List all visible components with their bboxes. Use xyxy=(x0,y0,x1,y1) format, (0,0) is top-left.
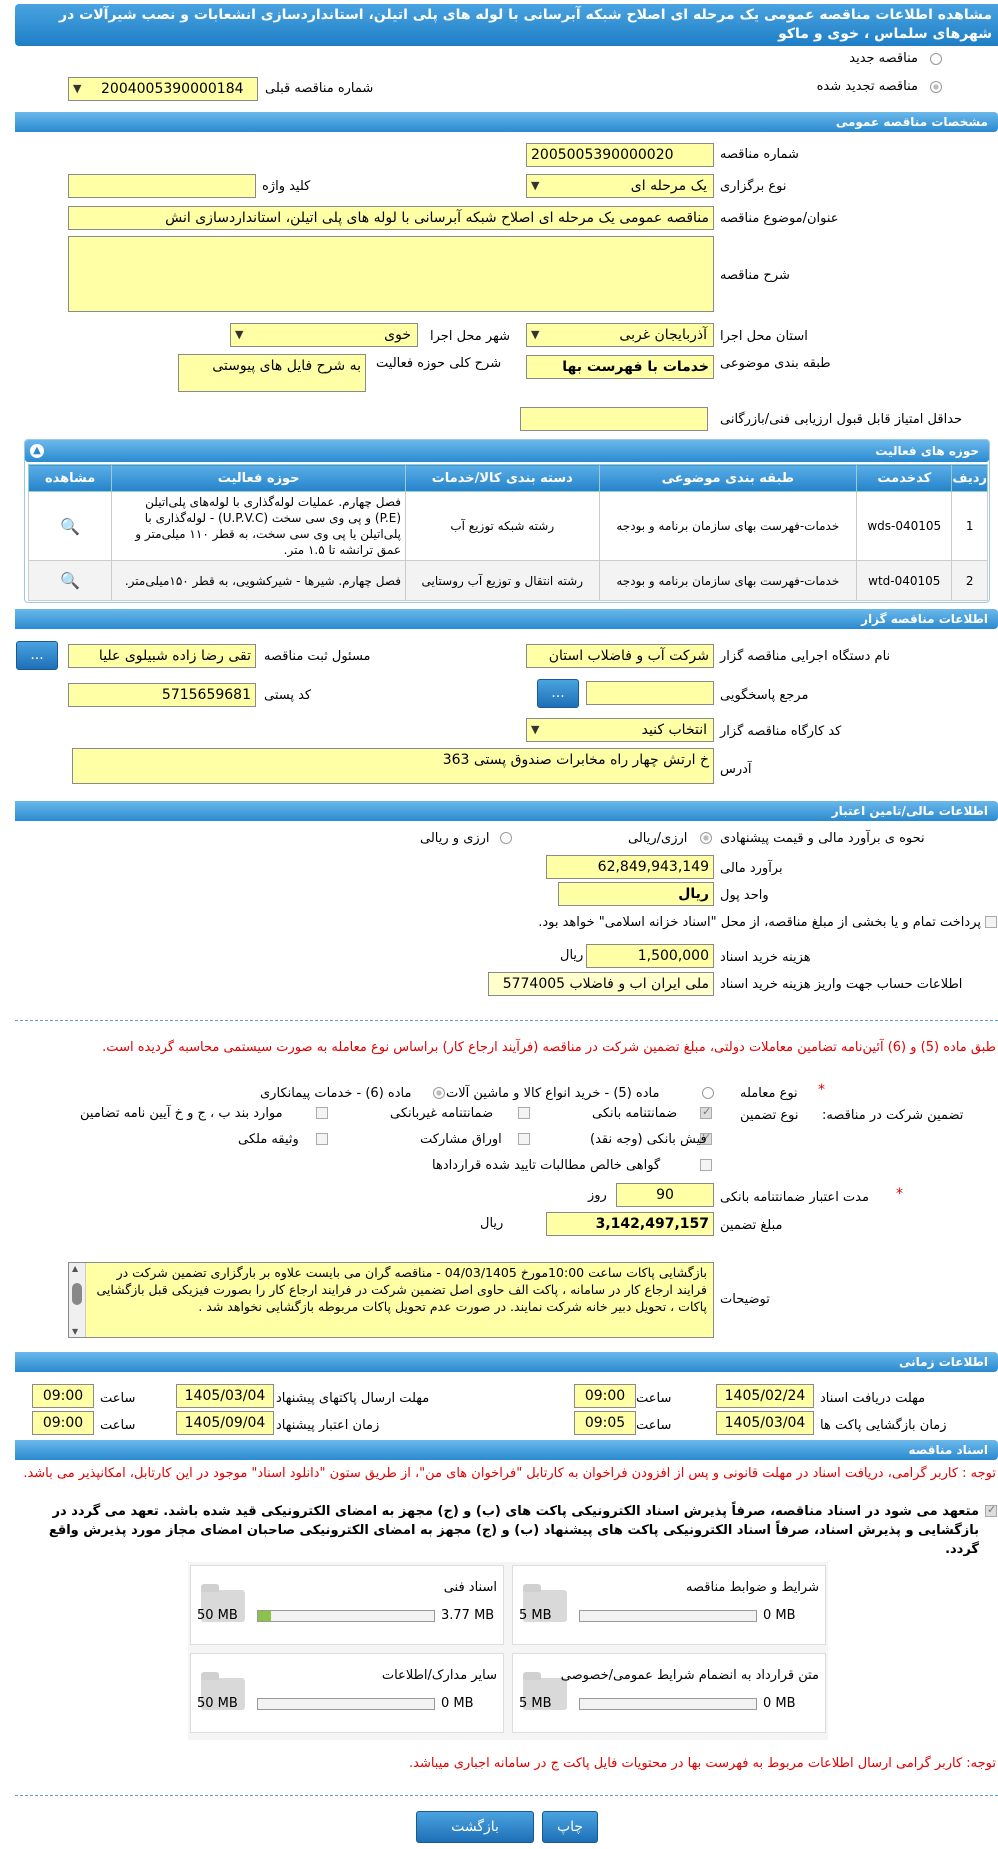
reference-lookup-button[interactable]: ... xyxy=(537,679,579,708)
notes-scrollbar[interactable] xyxy=(69,1263,86,1337)
prev-number-select[interactable]: ▼ 2004005390000184 xyxy=(68,77,258,101)
col-header-row: ردیف xyxy=(952,465,988,492)
subject-label: عنوان/موضوع مناقصه xyxy=(720,211,839,226)
deal-option1-radio[interactable] xyxy=(702,1087,714,1099)
deal-option2-radio[interactable] xyxy=(433,1087,445,1099)
subject-field[interactable]: مناقصه عمومی یک مرحله ای اصلاح شبکه آبرسانی با لوله های پلی اتیلن، استانداردسازی انش xyxy=(68,206,714,230)
cell-row: 2 xyxy=(952,561,988,601)
doc-cost-label: هزینه خرید اسناد xyxy=(720,950,811,965)
file-used: 0 MB xyxy=(441,1696,474,1711)
renewed-tender-label: مناقصه تجدید شده xyxy=(816,79,918,94)
org-label: نام دستگاه اجرایی مناقصه گزار xyxy=(720,649,891,664)
required-mark: * xyxy=(896,1186,903,1202)
section-organizer: اطلاعات مناقصه گزار xyxy=(15,609,998,629)
option-property-checkbox[interactable] xyxy=(316,1133,328,1145)
chevron-down-icon: ▼ xyxy=(531,723,540,736)
treasury-checkbox[interactable] xyxy=(985,916,997,928)
option-bonds-label: اوراق مشارکت xyxy=(420,1132,502,1147)
chevron-down-icon: ▼ xyxy=(73,82,82,95)
cell-code: wtd-040105 xyxy=(857,561,952,601)
file-max: 5 MB xyxy=(519,1608,552,1623)
scroll-down-icon[interactable]: ▼ xyxy=(72,1327,79,1336)
method-option2-label: ارزی و ریالی xyxy=(420,831,490,846)
option-nonbank-guarantee-label: ضمانتنامه غیربانکی xyxy=(390,1106,494,1121)
method-option1-radio[interactable] xyxy=(700,832,712,844)
activities-table xyxy=(28,464,988,601)
prev-number-label: شماره مناقصه قبلی xyxy=(265,81,374,96)
send-date[interactable]: 1405/03/04 xyxy=(176,1384,274,1408)
option-contract-claims-label: گواهی خالص مطالبات تایید شده قراردادها xyxy=(432,1158,661,1173)
currency-field[interactable]: ریال xyxy=(558,882,714,906)
new-tender-label: مناقصه جدید xyxy=(849,51,918,66)
new-tender-radio[interactable] xyxy=(930,53,942,65)
category-label: طبقه بندی موضوعی xyxy=(720,356,831,371)
divider xyxy=(15,1020,998,1021)
section-timing: اطلاعات زمانی xyxy=(15,1352,998,1372)
reference-field[interactable] xyxy=(586,681,714,705)
amount-unit: ریال xyxy=(480,1216,504,1231)
cell-activity: فصل چهارم. شیرها - شیرکشویی، به قطر ۱۵۰میلی‌متر. xyxy=(112,561,406,601)
registrar-field[interactable]: تقی رضا زاده شبیلوی علیا xyxy=(68,644,256,668)
file-box[interactable] xyxy=(190,1565,504,1645)
validity-date-label: زمان اعتبار پیشنهاد xyxy=(276,1418,380,1433)
guarantee-notice: طبق ماده (5) و (6) آئین‌نامه تضامین معاملات دولتی، مبلغ تضمین شرکت در مناقصه (فرآیند ارجاع کار) براساس نوع معامله به صورت سیستمی محاسبه گردیده است. xyxy=(102,1040,996,1055)
keyword-label: کلید واژه xyxy=(262,179,311,194)
cell-category: خدمات-فهرست بهای سازمان برنامه و بودجه xyxy=(599,492,857,561)
file-used: 0 MB xyxy=(763,1696,796,1711)
amount-label: مبلغ تضمین xyxy=(720,1218,783,1233)
participation-label: تضمین شرکت در مناقصه: xyxy=(822,1108,964,1123)
col-header-activity: حوزه فعالیت xyxy=(112,465,406,492)
city-label: شهر محل اجرا xyxy=(430,329,510,344)
chevron-down-icon: ▼ xyxy=(531,179,540,192)
section-documents: اسناد مناقصه xyxy=(15,1440,998,1460)
magnifier-icon[interactable]: 🔍 xyxy=(60,516,81,536)
file-used: 3.77 MB xyxy=(441,1608,495,1623)
cell-category: خدمات-فهرست بهای سازمان برنامه و بودجه xyxy=(599,561,857,601)
doc-cost-unit: ریال xyxy=(560,948,584,963)
file-max: 50 MB xyxy=(197,1608,238,1623)
section-general: مشخصات مناقصه عمومی xyxy=(15,112,998,132)
validity-unit: روز xyxy=(588,1188,607,1203)
required-mark: * xyxy=(818,1082,825,1098)
cell-activity: فصل چهارم. عملیات لوله‌گذاری با لوله‌های پلی‌اتیلن (P.E) و پی وی سی سخت (U.P.V.C) - لوله‌گذاری با پلی‌اتیلن یا پی وی سی سخت، به قطر ۱۱۰ میلی‌متر و عمق ترانشه تا ۱.۵ متر. xyxy=(112,492,406,561)
cell-code: wds-040105 xyxy=(857,492,952,561)
validity-date[interactable]: 1405/09/04 xyxy=(176,1411,274,1435)
category-field[interactable]: خدمات با فهرست بها xyxy=(526,355,714,379)
chevron-down-icon: ▼ xyxy=(235,328,244,341)
option-bank-guarantee-label: ضمانتنامه بانکی xyxy=(592,1106,678,1121)
option-property-label: وثیقه ملکی xyxy=(238,1132,299,1147)
file-usage-bar xyxy=(257,1610,435,1622)
divider xyxy=(15,1795,998,1796)
registrar-label: مسئول ثبت مناقصه xyxy=(264,649,371,664)
file-used: 0 MB xyxy=(763,1608,796,1623)
cell-group: رشته انتقال و توزیع آب روستایی xyxy=(406,561,599,601)
col-header-view: مشاهده xyxy=(29,465,112,492)
description-label: شرح مناقصه xyxy=(720,268,790,283)
province-label: استان محل اجرا xyxy=(720,329,808,344)
min-score-label: حداقل امتیاز قابل قبول ارزیابی فنی/بازرگانی xyxy=(720,412,963,427)
account-field[interactable]: ملی ایران اب و فاضلاب 5774005 xyxy=(488,972,714,996)
postal-label: کد پستی xyxy=(264,688,312,703)
table-row xyxy=(29,492,988,561)
col-header-group: دسته بندی کالا/خدمات xyxy=(406,465,599,492)
tender-number-label: شماره مناقصه xyxy=(720,147,799,162)
option-nonbank-guarantee-checkbox[interactable] xyxy=(518,1107,530,1119)
description-field[interactable] xyxy=(68,236,714,312)
send-label: مهلت ارسال پاکتهای پیشنهاد xyxy=(276,1391,430,1406)
workshop-label: کد کارگاه مناقصه گزار xyxy=(720,724,842,739)
doc-receive-date[interactable]: 1405/02/24 xyxy=(716,1384,814,1408)
notes-field[interactable]: بازگشایی پاکات ساعت 10:00مورخ 04/03/1405 - مناقصه گران می بایست علاوه بر بارگزاری تضمین شرکت در فرایند ارجاع کار در سامانه ، پاکت الف حاوی اصل تضمین شرکت در فرایند ارجاع کار را بصورت فیزیکی قبل بازگشایی پاکات ، تحویل دبیر خانه شرکت نمایند. در صورت عدم تحویل پاکات مربوطه بازگشایی نخواهد شد . xyxy=(68,1262,714,1338)
address-field[interactable]: خ ارتش چهار راه مخابرات صندوق پستی 363 xyxy=(72,748,714,784)
file-box[interactable] xyxy=(190,1653,504,1733)
doc-cost-field[interactable]: 1,500,000 xyxy=(586,944,714,968)
time-label: ساعت xyxy=(100,1391,136,1406)
validity-time[interactable]: 09:00 xyxy=(32,1411,94,1435)
tender-type-label: نوع برگزاری xyxy=(720,179,787,194)
deal-type-label: نوع معامله xyxy=(740,1086,798,1101)
tender-type-select[interactable]: ▼ یک مرحله ای xyxy=(526,174,714,198)
chevron-down-icon: ▼ xyxy=(531,328,540,341)
col-header-category: طبقه بندی موضوعی xyxy=(599,465,857,492)
back-button[interactable]: بازگشت xyxy=(416,1811,534,1843)
file-usage-fill xyxy=(258,1611,271,1621)
reference-label: مرجع پاسخگویی xyxy=(720,688,809,703)
file-box[interactable] xyxy=(512,1565,826,1645)
collapse-icon[interactable]: ▲ xyxy=(30,444,44,458)
option-bylaw-items-checkbox[interactable] xyxy=(316,1107,328,1119)
guarantee-type-label: نوع تضمین xyxy=(740,1108,799,1123)
send-time[interactable]: 09:00 xyxy=(32,1384,94,1408)
time-label: ساعت xyxy=(636,1418,672,1433)
postal-field[interactable]: 5715659681 xyxy=(68,683,256,707)
validity-field[interactable]: 90 xyxy=(616,1183,714,1207)
commitment-text: متعهد می شود در اسناد مناقصه، صرفاً پذیرش اسناد الکترونیکی پاکت های (ب) و (ج) مجهز به امضای الکترونیکی قید شده باشد. تعهد می گردد در بازگشایی و پذیرش اسناد، صرفاً اسناد الکترونیکی پاکت های پیشنهاد (ب) و (ج) مجهز به امضای الکترونیکی صاحبان امضای مجاز مورد پذیرش واقع گردد. xyxy=(48,1504,979,1557)
file-name: شرایط و ضوابط مناقصه xyxy=(686,1580,819,1595)
file-usage-bar xyxy=(579,1610,757,1622)
activities-header: حوزه های فعالیت xyxy=(25,440,989,462)
col-header-code: کدخدمت xyxy=(857,465,952,492)
option-bonds-checkbox[interactable] xyxy=(518,1133,530,1145)
magnifier-icon[interactable]: 🔍 xyxy=(60,571,81,590)
documents-notice: توجه : کاربر گرامی، دریافت اسناد در مهلت قانونی و پس از افزودن فراخوان به کارتابل "فراخوان های من"، از طریق ستون "دانلود اسناد" موجود در این کارتابل، امکانپذیر می باشد. xyxy=(23,1466,996,1481)
scroll-up-icon[interactable]: ▲ xyxy=(72,1264,79,1273)
open-date[interactable]: 1405/03/04 xyxy=(716,1411,814,1435)
time-label: ساعت xyxy=(100,1418,136,1433)
cell-view[interactable] xyxy=(29,561,112,601)
file-name: متن قرارداد به انضمام شرایط عمومی/خصوصی xyxy=(560,1668,819,1683)
keyword-field[interactable] xyxy=(68,174,256,198)
table-row xyxy=(29,561,988,601)
method-option1-label: ارزی/ریالی xyxy=(628,831,688,846)
print-button[interactable]: چاپ xyxy=(542,1811,598,1843)
registrar-lookup-button[interactable]: ... xyxy=(16,641,58,670)
option-contract-claims-checkbox[interactable] xyxy=(700,1159,712,1171)
page-title: مشاهده اطلاعات مناقصه عمومی یک مرحله ای اصلاح شبکه آبرسانی با لوله های پلی اتیلن، استانداردسازی انشعابات و نصب شیرآلات در شهرهای سلماس ، خوی و ماکو xyxy=(15,4,998,46)
option-bank-receipt-label: فیش بانکی (وجه نقد) xyxy=(590,1132,707,1147)
estimate-field[interactable]: 62,849,943,149 xyxy=(546,855,714,879)
file-max: 5 MB xyxy=(519,1696,552,1711)
city-select[interactable]: ▼ خوی xyxy=(230,323,418,347)
province-select[interactable]: ▼ آذربایجان غربی xyxy=(526,323,714,347)
commitment-checkbox[interactable] xyxy=(985,1505,997,1517)
file-usage-bar xyxy=(579,1698,757,1710)
file-max: 50 MB xyxy=(197,1696,238,1711)
org-field[interactable]: شرکت آب و فاضلاب استان xyxy=(526,644,714,668)
scope-label: شرح کلی حوزه فعالیت xyxy=(376,356,502,371)
time-label: ساعت xyxy=(636,1391,672,1406)
doc-receive-label: مهلت دریافت اسناد xyxy=(820,1391,926,1406)
tender-number-field[interactable]: 2005005390000020 xyxy=(526,143,714,167)
scope-field[interactable]: به شرح فایل های پیوستی xyxy=(178,354,366,392)
file-usage-bar xyxy=(257,1698,435,1710)
method-option2-radio[interactable] xyxy=(500,832,512,844)
file-name: سایر مدارک/اطلاعات xyxy=(381,1668,497,1683)
doc-receive-time[interactable]: 09:00 xyxy=(574,1384,636,1408)
validity-label: مدت اعتبار ضمانتنامه بانکی xyxy=(720,1190,869,1205)
currency-label: واحد پول xyxy=(720,888,769,903)
method-label: نحوه ی برآورد مالی و قیمت پیشنهادی xyxy=(720,831,925,846)
treasury-text: پرداخت تمام و یا بخشی از مبلغ مناقصه، از محل "اسناد خزانه اسلامی" خواهد بود. xyxy=(538,915,981,930)
scroll-thumb[interactable] xyxy=(72,1283,82,1305)
file-box[interactable] xyxy=(512,1653,826,1733)
option-bank-guarantee-checkbox[interactable] xyxy=(700,1107,712,1119)
account-label: اطلاعات حساب جهت واریز هزینه خرید اسناد xyxy=(720,977,963,992)
open-label: زمان بازگشایی پاکت ها xyxy=(820,1418,947,1433)
renewed-tender-radio[interactable] xyxy=(930,81,942,93)
section-financial: اطلاعات مالی/تامین اعتبار xyxy=(15,801,998,821)
min-score-field[interactable] xyxy=(520,407,708,431)
address-label: آدرس xyxy=(720,762,752,777)
cell-row: 1 xyxy=(952,492,988,561)
open-time[interactable]: 09:05 xyxy=(574,1411,636,1435)
workshop-select[interactable]: ▼ انتخاب کنید xyxy=(526,718,714,742)
file-name: اسناد فنی xyxy=(443,1580,497,1595)
notes-label: توضیحات xyxy=(720,1292,770,1307)
option-bylaw-items-label: موارد بند ب ، ج و خ آیین نامه تضامین xyxy=(80,1106,283,1121)
documents-notice-2: توجه: کاربر گرامی ارسال اطلاعات مربوط به فهرست بها در محتویات فایل پاکت ج در سامانه اجباری میباشد. xyxy=(409,1756,996,1771)
cell-view[interactable] xyxy=(29,492,112,561)
deal-option2-label: ماده (6) - خدمات پیمانکاری xyxy=(260,1086,412,1101)
estimate-label: برآورد مالی xyxy=(720,861,783,876)
amount-field[interactable]: 3,142,497,157 xyxy=(546,1212,714,1236)
cell-group: رشته شبکه توزیع آب xyxy=(406,492,599,561)
deal-option1-label: ماده (5) - خرید انواع کالا و ماشین آلات xyxy=(446,1086,660,1101)
